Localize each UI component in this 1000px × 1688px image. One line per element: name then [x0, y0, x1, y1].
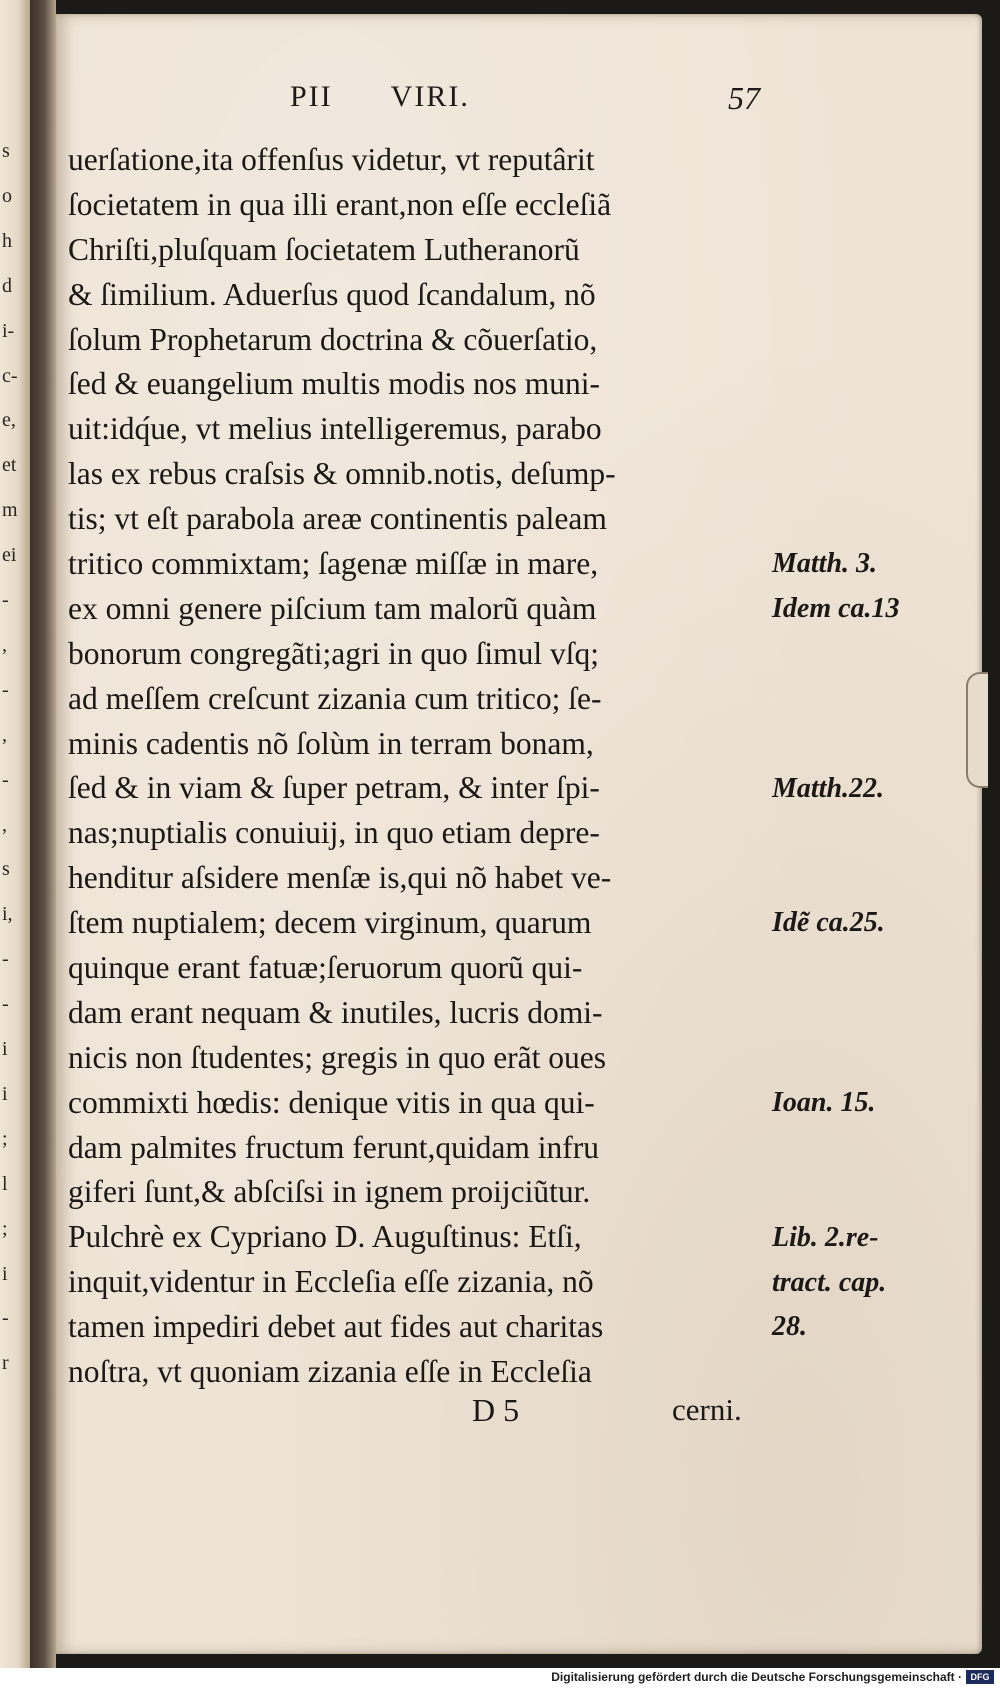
facing-page-fragment: i [2, 1262, 8, 1285]
facing-page-fragment: i, [2, 903, 13, 926]
marginal-note: Matth. 3. [772, 548, 878, 580]
facing-page-fragment: et [2, 454, 17, 477]
facing-page-fragment: i [2, 1038, 8, 1060]
facing-page-fragment: , [2, 813, 7, 836]
facing-page-fragment: o [2, 184, 12, 207]
text-line: ex omni genere piſcium tam malorũ quàm [68, 590, 597, 626]
facing-page-fragment: r [2, 1352, 9, 1375]
running-head-word: PII [290, 80, 333, 113]
body-text [68, 138, 768, 1395]
facing-page-fragment: m [2, 499, 18, 522]
text-line: ad meſſem creſcunt zizania cum tritico; ſe- [68, 680, 602, 716]
text-line: commixti hœdis: denique vitis in qua qui- [68, 1084, 595, 1120]
facing-page-fragment: - [2, 993, 9, 1016]
facing-page-fragment: - [2, 948, 9, 971]
text-line: nas;nuptialis conuiuij, in quo etiam depre- [68, 815, 600, 851]
running-head-word: VIRI. [390, 80, 470, 113]
signature-mark: D 5 [472, 1392, 520, 1428]
marginal-note: Matth.22. [772, 772, 885, 804]
text-line: giferi ſunt,& abſciſsi in ignem proijciũtur. [68, 1174, 591, 1210]
text-line: ſed & euangelium multis modis nos muni- [68, 366, 600, 402]
text-line: noſtra, vt quoniam zizania eſſe in Eccleſia [68, 1354, 592, 1390]
text-line: uerſatione,ita offenſus videtur, vt reputârit [68, 142, 595, 177]
page-clip [966, 672, 988, 788]
text-line: bonorum congregãti;agri in quo ſimul vſq; [68, 635, 600, 671]
text-line: Pulchrè ex Cypriano D. Auguſtinus: Etſi, [68, 1219, 582, 1255]
facing-page-fragment: e, [2, 409, 16, 432]
catchword: cerni. [672, 1392, 742, 1427]
text-line: dam erant nequam & inutiles, lucris domi- [68, 994, 603, 1030]
facing-page-fragment: ; [2, 1127, 8, 1150]
marginal-note: Idem ca.13 [772, 593, 900, 624]
text-line: las ex rebus craſsis & omnib.notis, deſump- [68, 456, 616, 492]
facing-page-fragment: ; [2, 1217, 8, 1240]
text-line: minis cadentis nõ ſolùm in terram bonam, [68, 725, 594, 761]
facing-page-fragment: s [2, 858, 10, 881]
text-line: inquit,videntur in Eccleſia eſſe zizania, nõ [68, 1264, 594, 1300]
marginal-note: Idẽ ca.25. [772, 907, 885, 939]
facing-page-fragment: - [2, 768, 9, 791]
text-line: tamen impediri debet aut fides aut charitas [68, 1309, 604, 1345]
running-head [290, 80, 470, 114]
text-line: Chriſti,pluſquam ſocietatem Lutheranorũ [68, 231, 580, 267]
text-line: henditur aſsidere menſæ is,qui nõ habet ve- [68, 860, 612, 896]
text-line: uit:idq́ue, vt melius intelligeremus, parabo [68, 411, 602, 447]
facing-page-fragment: l [2, 1172, 8, 1195]
text-line: ſocietatem in qua illi erant,non eſſe eccleſiã [68, 186, 612, 222]
text-line: nicis non ſtudentes; gregis in quo erãt oues [68, 1039, 607, 1075]
facing-page-fragment: s [2, 140, 10, 162]
facing-page-fragment: , [2, 723, 7, 746]
facing-page-fragment: h [2, 229, 12, 252]
facing-page-fragment: , [2, 633, 7, 656]
text-line: tritico commixtam; ſagenæ miſſæ in mare, [68, 546, 599, 582]
marginal-note: tract. cap. [772, 1266, 887, 1298]
text-line: & ſimilium. Aduerſus quod ſcandalum, nõ [68, 276, 596, 312]
marginal-note: 28. [772, 1311, 807, 1343]
marginal-note: Ioan. 15. [772, 1086, 876, 1118]
digitization-footer [0, 1668, 1000, 1688]
facing-page-fragment: c- [2, 364, 18, 387]
book-gutter [30, 0, 56, 1668]
marginal-note: Lib. 2.re- [772, 1221, 879, 1253]
text-line: ſolum Prophetarum doctrina & cõuerſatio, [68, 321, 598, 357]
facing-page-fragment: i [2, 1082, 8, 1105]
facing-page-fragment: - [2, 678, 9, 701]
facing-page-fragment: d [2, 274, 12, 297]
facing-page-fragment: ei [2, 544, 17, 567]
facing-page-fragment: i- [2, 319, 15, 342]
facing-page-fragment: - [2, 589, 9, 611]
text-line: quinque erant fatuæ;ſeruorum quorũ qui- [68, 950, 583, 986]
funding-credit: Digitalisierung gefördert durch die Deutsche Forschungsgemeinschaft · [551, 1670, 962, 1684]
text-line: tis; vt eſt parabola areæ continentis paleam [68, 501, 607, 537]
text-line: ſtem nuptialem; decem virginum, quarum [68, 905, 592, 941]
text-line: dam palmites fructum ferunt,quidam infru [68, 1129, 599, 1165]
page-number: 57 [728, 80, 760, 116]
dfg-logo: DFG [966, 1670, 994, 1684]
text-line: ſed & in viam & ſuper petram, & inter ſpi- [68, 770, 600, 806]
previous-page-edge [0, 0, 30, 1668]
facing-page-fragment: - [2, 1307, 9, 1330]
